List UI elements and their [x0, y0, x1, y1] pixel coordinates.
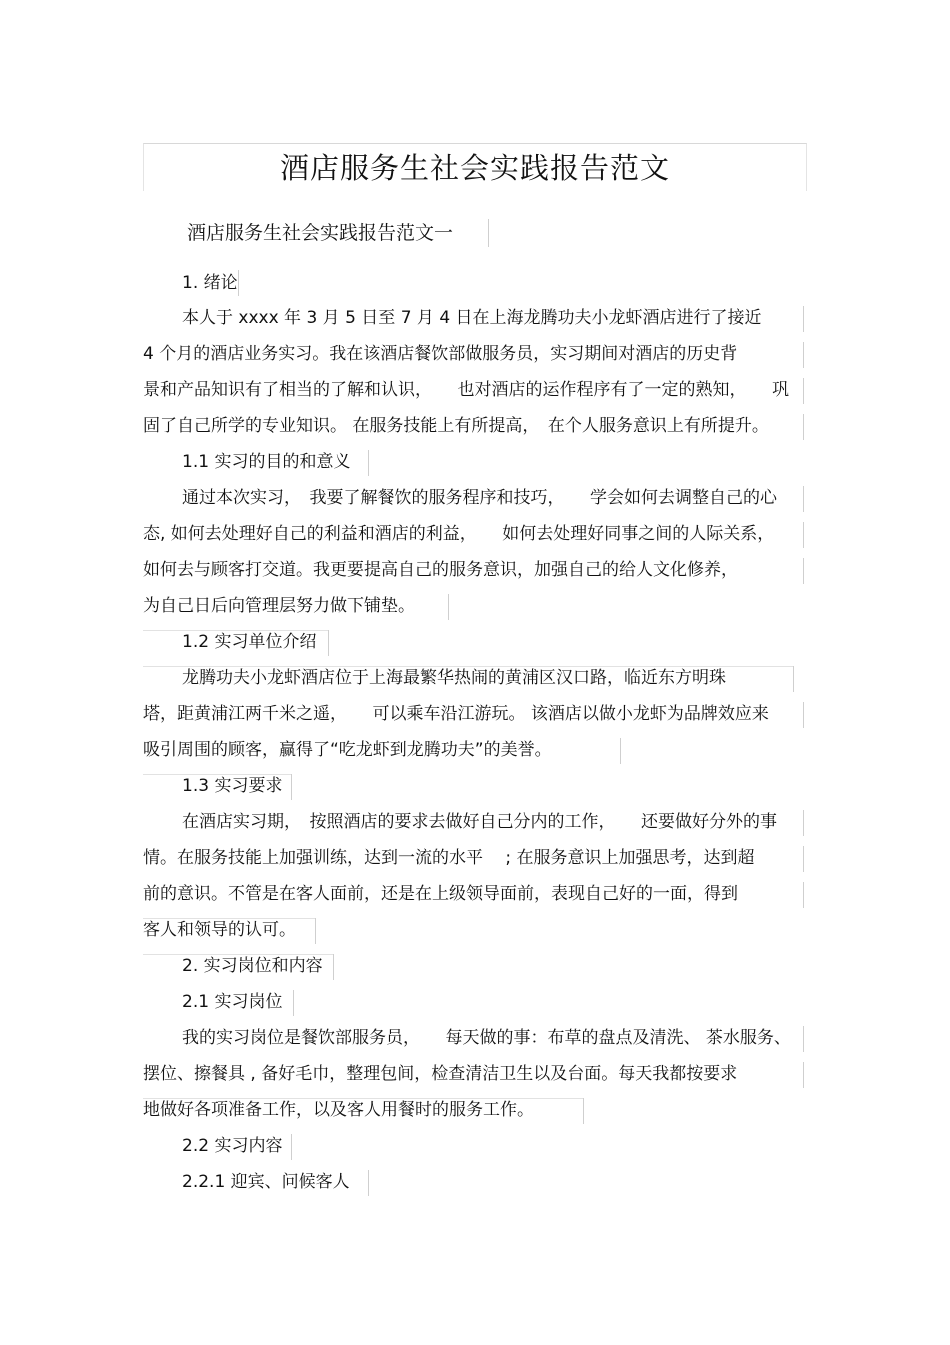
section-heading: 2.1 实习岗位	[182, 992, 283, 1012]
section-heading: 1. 绪论	[182, 273, 238, 293]
text-edge-mark	[368, 450, 369, 476]
text-edge-mark	[291, 1134, 292, 1160]
text-edge-mark	[620, 738, 621, 764]
text-edge-mark	[803, 486, 804, 512]
paragraph-line: 通过本次实习， 我要了解餐饮的服务程序和技巧， 学会如何去调整自己的心	[182, 488, 777, 508]
paragraph-line: 情。在服务技能上加强训练，达到一流的水平 ; 在服务意识上加强思考，达到超	[143, 848, 755, 868]
paragraph-line: 如何去与顾客打交道。我更要提高自己的服务意识，加强自己的给人文化修养，	[143, 560, 738, 580]
paragraph-line: 客人和领导的认可。	[143, 920, 296, 940]
paragraph-line: 龙腾功夫小龙虾酒店位于上海最繁华热闹的黄浦区汉口路，临近东方明珠	[182, 668, 726, 688]
text-edge-mark	[293, 990, 294, 1016]
text-edge-mark	[793, 666, 794, 692]
paragraph-line: 摆位、擦餐具 , 备好毛巾，整理包间，检查清洁卫生以及台面。每天我都按要求	[143, 1064, 738, 1084]
paragraph-line: 4 个月的酒店业务实习。我在该酒店餐饮部做服务员，实习期间对酒店的历史背	[143, 344, 738, 364]
section-heading: 2.2.1 迎宾、问候客人	[182, 1172, 350, 1192]
section-heading: 2.2 实习内容	[182, 1136, 283, 1156]
text-edge-mark	[803, 306, 804, 332]
text-edge-mark	[448, 594, 449, 620]
paragraph-line: 前的意识。不管是在客人面前，还是在上级领导面前，表现自己好的一面，得到	[143, 884, 738, 904]
paragraph-line: 固了自己所学的专业知识。 在服务技能上有所提高， 在个人服务意识上有所提升。	[143, 416, 769, 436]
text-edge-mark	[333, 954, 334, 980]
section-heading: 2. 实习岗位和内容	[182, 956, 323, 976]
text-edge-mark	[803, 810, 804, 836]
paragraph-line: 本人于 xxxx 年 3 月 5 日至 7 月 4 日在上海龙腾功夫小龙虾酒店进行了接近	[182, 308, 762, 328]
text-edge-mark	[803, 342, 804, 368]
paragraph-line: 态, 如何去处理好自己的利益和酒店的利益， 如何去处理好同事之间的人际关系，	[143, 524, 775, 544]
paragraph-line: 景和产品知识有了相当的了解和认识， 也对酒店的运作程序有了一定的熟知， 巩	[143, 380, 789, 400]
text-edge-mark	[315, 918, 316, 944]
section-heading: 1.2 实习单位介绍	[182, 632, 317, 652]
text-edge-mark	[238, 270, 239, 296]
section-heading: 1.1 实习的目的和意义	[182, 452, 351, 472]
paragraph-line: 吸引周围的顾客，赢得了“吃龙虾到龙腾功夫”的美誉。	[143, 740, 552, 760]
paragraph-line: 在酒店实习期， 按照酒店的要求去做好自己分内的工作， 还要做好分外的事	[182, 812, 777, 832]
text-edge-mark	[803, 522, 804, 548]
text-edge-mark	[368, 1170, 369, 1196]
paragraph-line: 为自己日后向管理层努力做下铺垫。	[143, 596, 415, 616]
text-edge-mark	[803, 882, 804, 908]
paragraph-line: 我的实习岗位是餐饮部服务员， 每天做的事：布草的盘点及清洗、 茶水服务、	[182, 1028, 791, 1048]
section-heading: 1.3 实习要求	[182, 776, 283, 796]
paragraph-line: 地做好各项准备工作，以及客人用餐时的服务工作。	[143, 1100, 534, 1120]
text-edge-mark	[488, 219, 489, 247]
text-edge-mark	[803, 378, 804, 404]
paragraph-line: 塔，距黄浦江两千米之遥， 可以乘车沿江游玩。 该酒店以做小龙虾为品牌效应来	[143, 704, 769, 724]
text-edge-mark	[583, 1098, 584, 1124]
text-edge-mark	[291, 774, 292, 800]
document-title: 酒店服务生社会实践报告范文	[279, 151, 670, 185]
text-edge-mark	[803, 558, 804, 584]
text-edge-mark	[803, 846, 804, 872]
text-edge-mark	[803, 414, 804, 440]
text-edge-mark	[803, 1026, 804, 1052]
text-edge-mark	[328, 630, 329, 656]
document-subtitle: 酒店服务生社会实践报告范文一	[187, 222, 454, 244]
text-edge-mark	[803, 702, 804, 728]
text-edge-mark	[803, 1062, 804, 1088]
